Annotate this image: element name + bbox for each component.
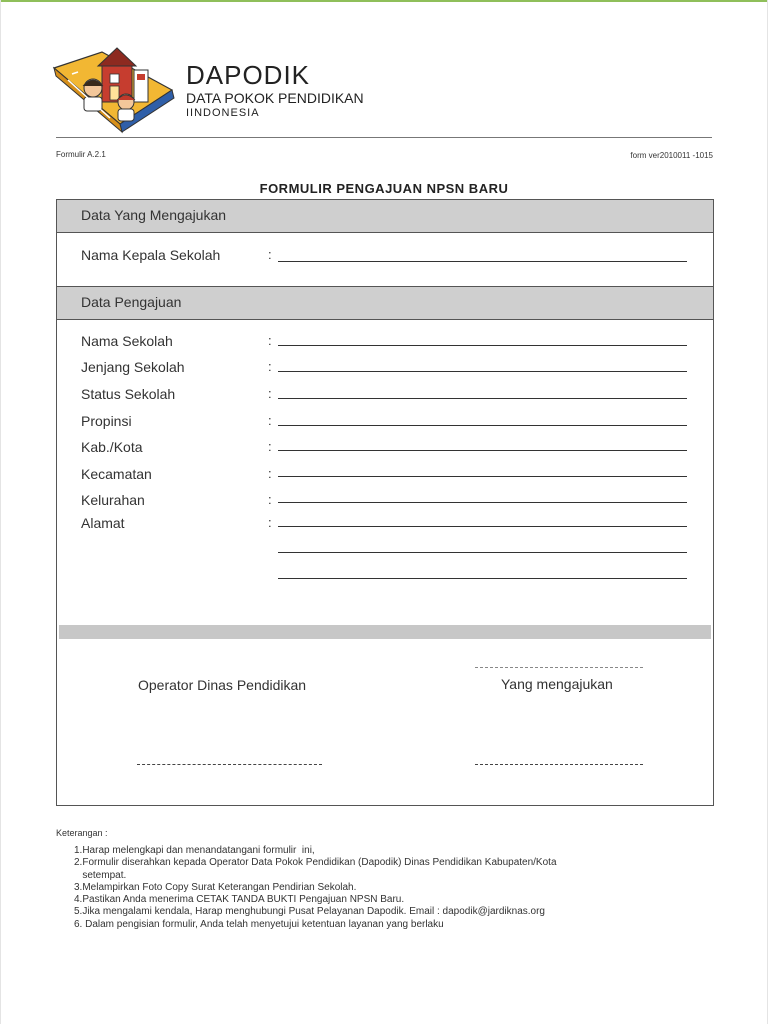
input-line-nama-kepala-sekolah[interactable] xyxy=(278,261,687,262)
form-code: Formulir A.2.1 xyxy=(56,150,106,159)
field-colon: : xyxy=(268,492,272,507)
note-item: 5.Jika mengalami kendala, Harap menghubungi Pusat Pelayanan Dapodik. Email : dapodik@jardiknas.org xyxy=(74,906,545,918)
field-label-jenjang-sekolah: Jenjang Sekolah xyxy=(81,359,185,375)
note-item: 4.Pastikan Anda menerima CETAK TANDA BUKTI Pengajuan NPSN Baru. xyxy=(74,894,405,906)
field-label-nama-sekolah: Nama Sekolah xyxy=(81,333,173,349)
input-line-alamat-1[interactable] xyxy=(278,526,687,527)
field-colon: : xyxy=(268,439,272,454)
operator-signature-line[interactable] xyxy=(137,764,322,765)
field-label-kab-kota: Kab./Kota xyxy=(81,439,143,455)
input-line-alamat-2[interactable] xyxy=(278,552,687,553)
form-title: FORMULIR PENGAJUAN NPSN BARU xyxy=(259,181,509,196)
header-divider xyxy=(56,137,712,138)
field-colon: : xyxy=(268,413,272,428)
field-colon: : xyxy=(268,466,272,481)
form-version: form ver2010011 -1015 xyxy=(630,151,713,160)
form-frame xyxy=(56,199,714,806)
field-colon: : xyxy=(268,359,272,374)
notes-title: Keterangan : xyxy=(56,828,108,838)
field-label-propinsi: Propinsi xyxy=(81,413,132,429)
field-colon: : xyxy=(268,515,272,530)
input-line-kelurahan[interactable] xyxy=(278,502,687,503)
field-colon: : xyxy=(268,333,272,348)
field-label-status-sekolah: Status Sekolah xyxy=(81,386,176,402)
top-accent-line xyxy=(0,0,768,2)
input-line-kab-kota[interactable] xyxy=(278,450,687,451)
section-title-applicant: Data Yang Mengajukan xyxy=(81,207,227,223)
note-item: 2.Formulir diserahkan kepada Operator Data Pokok Pendidikan (Dapodik) Dinas Pendidikan Kabupaten/Kota xyxy=(74,857,557,869)
note-item: 1.Harap melengkapi dan menandatangani formulir ini, xyxy=(74,845,315,856)
field-colon: : xyxy=(268,386,272,401)
note-item: 6. Dalam pengisian formulir, Anda telah menyetujui ketentuan layanan yang berlaku xyxy=(74,918,444,930)
field-label-kelurahan: Kelurahan xyxy=(81,492,145,508)
brand-country: IINDONESIA xyxy=(186,107,260,119)
input-line-status-sekolah[interactable] xyxy=(278,398,687,399)
applicant-signature-label: Yang mengajukan xyxy=(501,676,613,692)
applicant-signature-line[interactable] xyxy=(475,764,643,765)
input-line-nama-sekolah[interactable] xyxy=(278,345,687,346)
page-edge-left xyxy=(0,0,1,1024)
input-line-alamat-3[interactable] xyxy=(278,578,687,579)
section-header-applicant xyxy=(57,199,713,233)
field-label-alamat: Alamat xyxy=(81,515,125,531)
brand-title: DAPODIK xyxy=(186,60,311,90)
signature-divider-bar xyxy=(59,625,711,639)
operator-signature-label: Operator Dinas Pendidikan xyxy=(138,677,307,693)
input-line-jenjang-sekolah[interactable] xyxy=(278,371,687,372)
brand-subtitle: DATA POKOK PENDIDIKAN xyxy=(186,90,364,106)
field-label-nama-kepala-sekolah: Nama Kepala Sekolah xyxy=(81,247,221,263)
input-line-kecamatan[interactable] xyxy=(278,476,687,477)
school-book-logo-icon xyxy=(50,46,180,136)
note-item: 3.Melampirkan Foto Copy Surat Keterangan Pendirian Sekolah. xyxy=(74,881,357,893)
field-colon: : xyxy=(268,247,272,262)
applicant-date-dash-line[interactable] xyxy=(475,667,643,668)
note-item: setempat. xyxy=(74,869,127,881)
field-label-kecamatan: Kecamatan xyxy=(81,466,152,482)
section-header-submission xyxy=(57,286,713,320)
input-line-propinsi[interactable] xyxy=(278,425,687,426)
section-title-submission: Data Pengajuan xyxy=(81,294,182,310)
notes-list xyxy=(74,845,557,931)
